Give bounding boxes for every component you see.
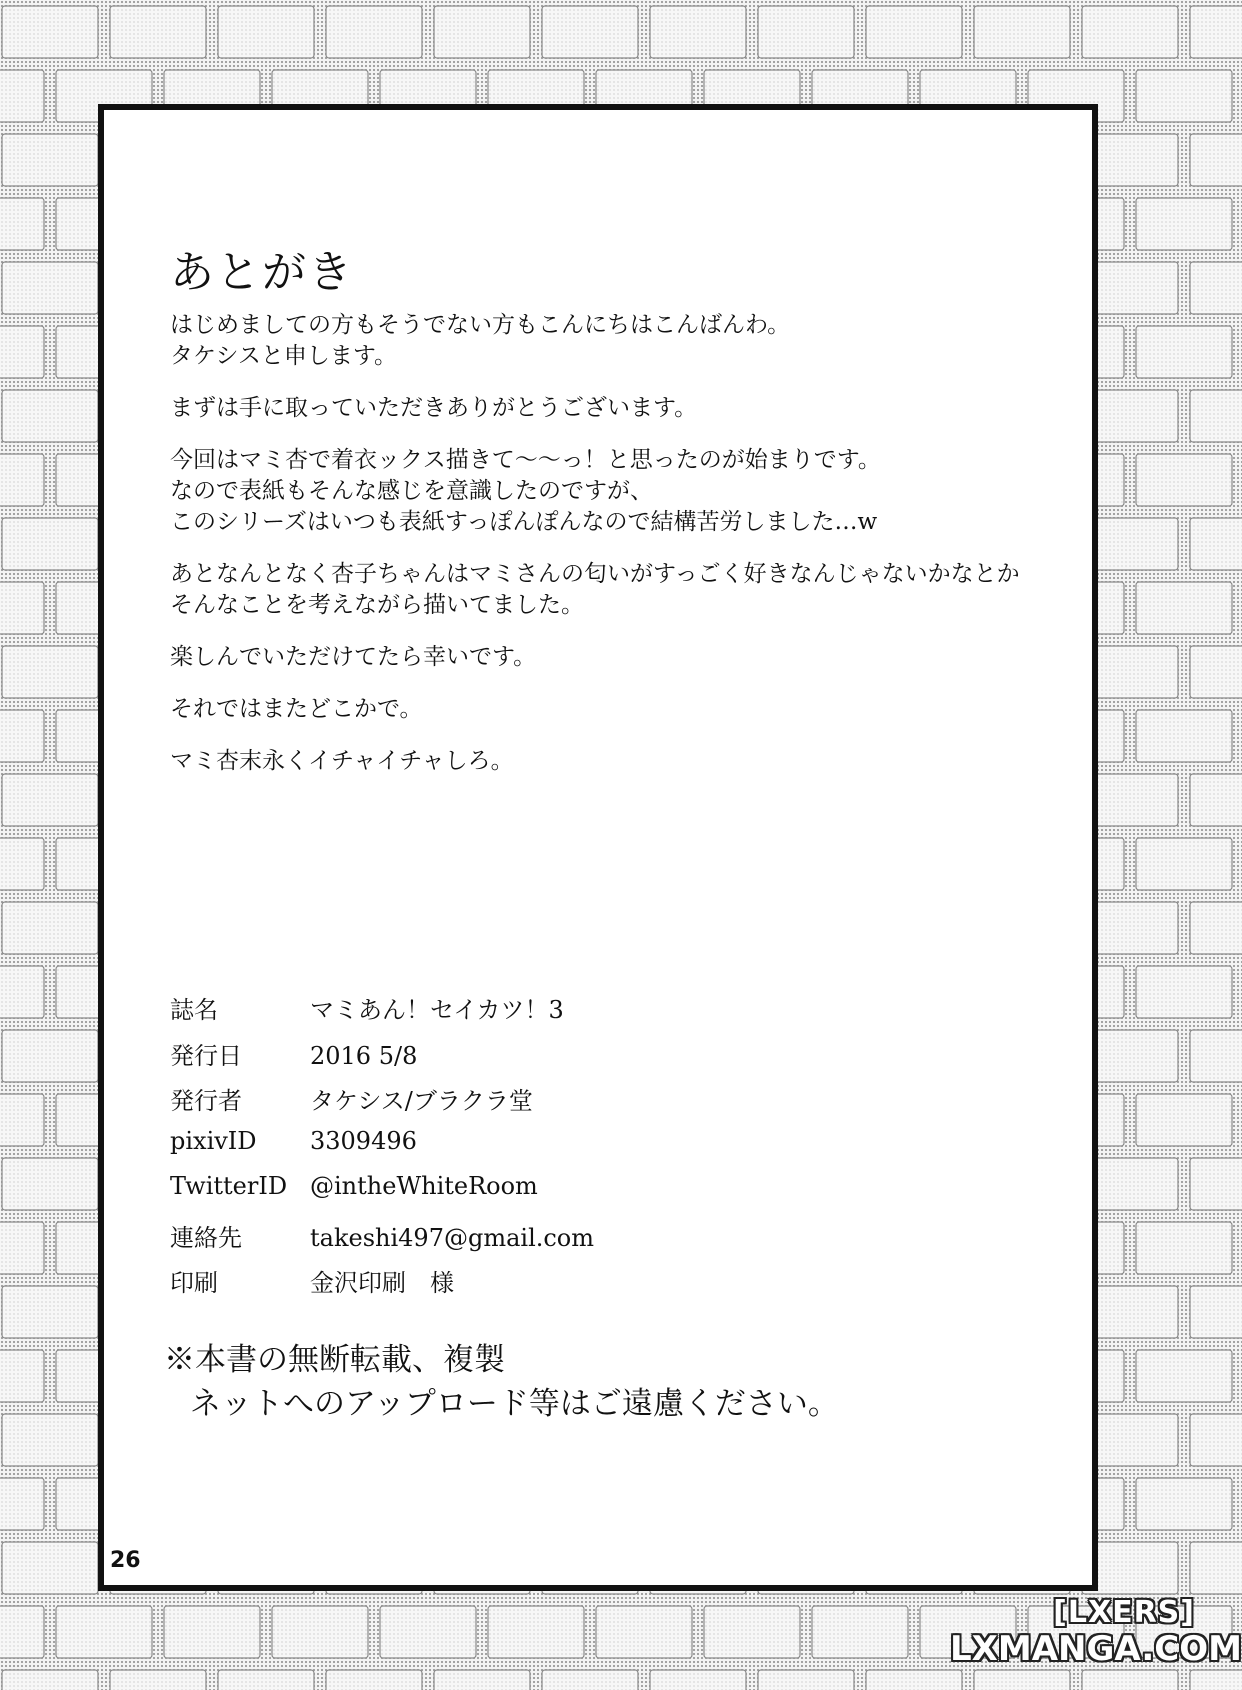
afterword-line: あとなんとなく杏子ちゃんはマミさんの匂いがすっごく好きなんじゃないかなとか bbox=[170, 561, 1020, 587]
afterword-line: タケシスと申します。 bbox=[170, 343, 398, 369]
colophon-value: 2016 5/8 bbox=[310, 1041, 418, 1070]
colophon-value: マミあん！セイカツ！3 bbox=[310, 996, 564, 1024]
colophon-row bbox=[170, 1036, 594, 1082]
afterword-line: 楽しんでいただけてたら幸いです。 bbox=[170, 644, 537, 670]
watermark-line-2: LXMANGA.COM bbox=[950, 1629, 1242, 1669]
colophon-value: @intheWhiteRoom bbox=[310, 1172, 538, 1200]
watermark-line-1: [LXERS] bbox=[1053, 1595, 1195, 1630]
colophon-label: TwitterID bbox=[170, 1172, 288, 1200]
afterword-paragraph bbox=[170, 393, 1070, 424]
afterword-line: 今回はマミ杏で着衣ックス描きて〜〜っ！と思ったのが始まりです。 bbox=[170, 447, 881, 473]
colophon-value: 3309496 bbox=[310, 1126, 417, 1155]
colophon-label: 誌名 bbox=[170, 996, 218, 1024]
afterword-body bbox=[170, 310, 1070, 798]
page-title: あとがき bbox=[170, 247, 354, 298]
afterword-paragraph bbox=[170, 559, 1070, 621]
afterword-line: まずは手に取っていただきありがとうございます。 bbox=[170, 395, 698, 421]
colophon-label: 連絡先 bbox=[170, 1223, 242, 1252]
notice-line-2: ネットへのアップロード等はご遠慮ください。 bbox=[190, 1386, 839, 1422]
afterword-page bbox=[98, 104, 1098, 1591]
colophon-value: 金沢印刷 様 bbox=[310, 1269, 454, 1297]
afterword-paragraph bbox=[170, 310, 1070, 372]
afterword-line: そんなことを考えながら描いてました。 bbox=[170, 592, 584, 618]
afterword-paragraph bbox=[170, 642, 1070, 673]
colophon bbox=[170, 990, 594, 1309]
colophon-row bbox=[170, 1263, 594, 1309]
colophon-row bbox=[170, 1081, 594, 1127]
notice-line-1: ※本書の無断転載、複製 bbox=[164, 1342, 505, 1378]
afterword-paragraph bbox=[170, 746, 1070, 777]
afterword-line: それではまたどこかで。 bbox=[170, 696, 423, 722]
afterword-line: はじめましての方もそうでない方もこんにちはこんばんわ。 bbox=[170, 312, 791, 338]
colophon-value: タケシス/ブラクラ堂 bbox=[310, 1087, 533, 1115]
colophon-row bbox=[170, 1172, 594, 1218]
colophon-label: 印刷 bbox=[170, 1269, 218, 1297]
afterword-line: マミ杏末永くイチャイチャしろ。 bbox=[170, 748, 514, 774]
colophon-label: 発行者 bbox=[170, 1087, 242, 1115]
colophon-label: 発行日 bbox=[170, 1041, 242, 1070]
afterword-line: なので表紙もそんな感じを意識したのですが、 bbox=[170, 478, 653, 504]
colophon-value: takeshi497@gmail.com bbox=[310, 1223, 595, 1252]
colophon-row bbox=[170, 1218, 594, 1264]
copyright-notice bbox=[164, 1338, 839, 1426]
colophon-row bbox=[170, 1127, 594, 1173]
afterword-paragraph bbox=[170, 445, 1070, 538]
afterword-paragraph bbox=[170, 694, 1070, 725]
afterword-line: このシリーズはいつも表紙すっぽんぽんなので結構苦労しました…w bbox=[170, 509, 878, 535]
page-number: 26 bbox=[110, 1548, 141, 1573]
colophon-row bbox=[170, 990, 594, 1036]
colophon-label: pixivID bbox=[170, 1126, 257, 1155]
site-watermark bbox=[950, 1595, 1242, 1669]
